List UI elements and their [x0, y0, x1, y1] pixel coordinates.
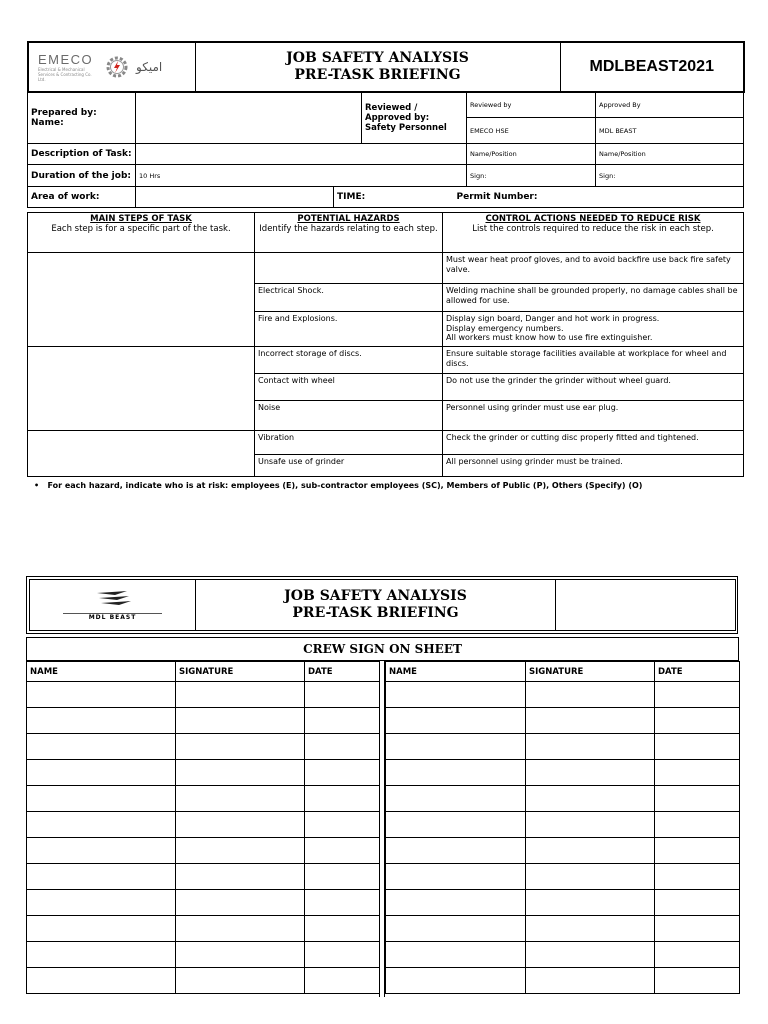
date-cell[interactable]	[655, 812, 740, 838]
document-number: MDLBEAST2021	[560, 42, 744, 92]
duration-label: Duration of the job:	[28, 165, 136, 187]
name-column-header: NAME	[386, 662, 526, 682]
name-cell[interactable]	[386, 786, 526, 812]
hazard-cell: Electrical Shock.	[255, 284, 443, 312]
signature-cell[interactable]	[176, 760, 305, 786]
name-cell[interactable]	[386, 916, 526, 942]
control-cell: All personnel using grinder must be trained.	[443, 455, 744, 477]
crew-sign-table-left	[26, 661, 380, 994]
bullet-icon: •	[34, 481, 40, 490]
signature-cell[interactable]	[526, 682, 655, 708]
controls-column-header	[443, 213, 744, 253]
logo-subtitle: Electrical & Mechanical Services & Contracting Co. Ltd.	[38, 67, 92, 82]
name-cell[interactable]	[27, 838, 176, 864]
signature-cell[interactable]	[526, 942, 655, 968]
task-step-cell[interactable]	[28, 253, 255, 347]
signature-column-header: SIGNATURE	[526, 662, 655, 682]
date-cell[interactable]	[305, 864, 380, 890]
hazard-cell: Noise	[255, 401, 443, 431]
date-cell[interactable]	[305, 682, 380, 708]
date-cell[interactable]	[655, 916, 740, 942]
date-cell[interactable]	[655, 968, 740, 994]
date-cell[interactable]	[305, 838, 380, 864]
crew-row	[27, 890, 380, 916]
date-cell[interactable]	[655, 734, 740, 760]
duration-field[interactable]: 10 Hrs	[136, 165, 467, 187]
date-cell[interactable]	[655, 942, 740, 968]
risk-note-text: For each hazard, indicate who is at risk: employees (E), sub-contractor employees (SC), Members of Public (P), Others (Specify) (O)	[47, 481, 643, 490]
crew-row	[27, 942, 380, 968]
reviewed-approved-label: Reviewed / Approved by: Safety Personnel	[362, 92, 467, 144]
date-cell[interactable]	[305, 760, 380, 786]
date-cell[interactable]	[305, 942, 380, 968]
crew-row	[386, 708, 740, 734]
name-cell[interactable]	[27, 786, 176, 812]
crew-row	[27, 838, 380, 864]
name-cell[interactable]	[27, 708, 176, 734]
date-cell[interactable]	[655, 786, 740, 812]
logo-name: EMECO	[38, 52, 94, 67]
date-cell[interactable]	[305, 916, 380, 942]
steps-subtitle: Each step is for a specific part of the task.	[51, 224, 231, 234]
crew-row	[27, 708, 380, 734]
crew-row	[27, 786, 380, 812]
hazard-cell: Fire and Explosions.	[255, 312, 443, 347]
mdlbeast-logo-text: MDL BEAST	[63, 613, 162, 621]
crew-row	[386, 968, 740, 994]
date-cell[interactable]	[655, 838, 740, 864]
time-label: TIME:	[334, 187, 447, 208]
control-cell: Ensure suitable storage facilities available at workplace for wheel and discs.	[443, 347, 744, 374]
task-step-cell[interactable]	[28, 347, 255, 431]
name-cell[interactable]	[386, 734, 526, 760]
name-cell[interactable]	[386, 864, 526, 890]
name-cell[interactable]	[27, 760, 176, 786]
steps-column-header	[28, 213, 255, 253]
crew-form-title-line1: JOB SAFETY ANALYSIS	[284, 588, 467, 604]
job-info-table	[27, 91, 744, 208]
name-position-2[interactable]: Name/Position	[596, 144, 744, 165]
date-column-header: DATE	[305, 662, 380, 682]
crew-form-title-line2: PRE-TASK BRIEFING	[292, 605, 459, 621]
signature-cell[interactable]	[176, 812, 305, 838]
signature-cell[interactable]	[176, 916, 305, 942]
name-cell[interactable]	[386, 682, 526, 708]
date-cell[interactable]	[305, 890, 380, 916]
name-cell[interactable]	[386, 890, 526, 916]
logo-arabic-text: اميكو	[136, 60, 163, 74]
crew-row	[27, 864, 380, 890]
crew-row	[386, 890, 740, 916]
name-cell[interactable]	[27, 812, 176, 838]
crew-row	[386, 838, 740, 864]
name-cell[interactable]	[27, 916, 176, 942]
control-cell: Must wear heat proof gloves, and to avoid backfire use back fire safety valve.	[443, 253, 744, 284]
risk-note	[34, 481, 754, 490]
control-cell: Display sign board, Danger and hot work in progress. Display emergency numbers. All workers must know how to use fire extinguisher.	[443, 312, 744, 347]
date-cell[interactable]	[655, 682, 740, 708]
date-cell[interactable]	[305, 734, 380, 760]
name-cell[interactable]	[27, 864, 176, 890]
signature-cell[interactable]	[176, 734, 305, 760]
crew-row	[386, 812, 740, 838]
sign-2[interactable]: Sign:	[596, 165, 744, 187]
crew-row	[27, 812, 380, 838]
signature-cell[interactable]	[176, 942, 305, 968]
signature-cell[interactable]	[176, 708, 305, 734]
reviewed-by-value: EMECO HSE	[467, 118, 596, 144]
hazard-cell: Unsafe use of grinder	[255, 455, 443, 477]
signature-cell[interactable]	[176, 968, 305, 994]
controls-subtitle: List the controls required to reduce the risk in each step.	[472, 224, 714, 234]
date-cell[interactable]	[655, 890, 740, 916]
hazards-column-header	[255, 213, 443, 253]
signature-cell[interactable]	[526, 812, 655, 838]
approved-by-value: MDL BEAST	[596, 118, 744, 144]
emeco-logo	[28, 42, 195, 92]
date-cell[interactable]	[305, 812, 380, 838]
permit-number-label: Permit Number:	[447, 187, 744, 208]
crew-row	[27, 968, 380, 994]
form-title	[195, 42, 560, 92]
crew-doc-number-cell	[556, 580, 736, 631]
crew-row	[386, 916, 740, 942]
signature-column-header: SIGNATURE	[176, 662, 305, 682]
mdlbeast-logo	[30, 580, 196, 631]
crew-row	[386, 864, 740, 890]
hazards-subtitle: Identify the hazards relating to each step.	[259, 224, 438, 234]
prepared-by-label: Prepared by: Name:	[28, 92, 136, 144]
crew-row	[27, 916, 380, 942]
control-cell: Welding machine shall be grounded properly, no damage cables shall be allowed for use.	[443, 284, 744, 312]
area-of-work-field[interactable]	[136, 187, 334, 208]
name-cell[interactable]	[386, 942, 526, 968]
control-cell: Check the grinder or cutting disc properly fitted and tightened.	[443, 431, 744, 455]
crew-header	[29, 579, 736, 631]
mdlbeast-wings-icon	[93, 589, 133, 609]
description-label: Description of Task:	[28, 144, 136, 165]
name-cell[interactable]	[386, 812, 526, 838]
steps-title: MAIN STEPS OF TASK	[90, 214, 192, 224]
name-cell[interactable]	[386, 760, 526, 786]
signature-cell[interactable]	[176, 786, 305, 812]
crew-row	[386, 682, 740, 708]
hazard-table	[27, 212, 744, 477]
crew-form-title	[196, 580, 556, 631]
signature-cell[interactable]	[176, 890, 305, 916]
date-cell[interactable]	[655, 864, 740, 890]
name-column-header: NAME	[27, 662, 176, 682]
name-cell[interactable]	[27, 968, 176, 994]
form-title-line1: JOB SAFETY ANALYSIS	[286, 50, 469, 66]
date-column-header: DATE	[655, 662, 740, 682]
crew-row	[27, 682, 380, 708]
prepared-by-field[interactable]	[136, 92, 362, 144]
name-cell[interactable]	[27, 682, 176, 708]
hazard-cell	[255, 253, 443, 284]
signature-cell[interactable]	[526, 786, 655, 812]
crew-row	[27, 734, 380, 760]
approved-by-label: Approved By	[596, 92, 744, 118]
name-cell[interactable]	[27, 890, 176, 916]
name-cell[interactable]	[386, 708, 526, 734]
jsa-header	[27, 41, 745, 93]
name-cell[interactable]	[386, 968, 526, 994]
hazard-cell: Vibration	[255, 431, 443, 455]
signature-cell[interactable]	[176, 838, 305, 864]
crew-sign-table-right	[385, 661, 740, 994]
date-cell[interactable]	[655, 760, 740, 786]
signature-cell[interactable]	[526, 890, 655, 916]
date-cell[interactable]	[305, 968, 380, 994]
signature-cell[interactable]	[526, 838, 655, 864]
signature-cell[interactable]	[176, 682, 305, 708]
crew-row	[386, 942, 740, 968]
crew-row	[386, 734, 740, 760]
date-cell[interactable]	[305, 786, 380, 812]
signature-cell[interactable]	[526, 916, 655, 942]
crew-row	[27, 760, 380, 786]
date-cell[interactable]	[655, 708, 740, 734]
reviewed-by-label: Reviewed by	[467, 92, 596, 118]
description-field[interactable]	[136, 144, 467, 165]
date-cell[interactable]	[305, 708, 380, 734]
signature-cell[interactable]	[526, 864, 655, 890]
crew-row	[386, 786, 740, 812]
hazard-cell: Contact with wheel	[255, 374, 443, 401]
crew-sheet-title: CREW SIGN ON SHEET	[303, 642, 462, 656]
hazard-cell: Incorrect storage of discs.	[255, 347, 443, 374]
controls-title: CONTROL ACTIONS NEEDED TO REDUCE RISK	[485, 214, 701, 224]
name-cell[interactable]	[27, 942, 176, 968]
hazards-title: POTENTIAL HAZARDS	[297, 214, 400, 224]
signature-cell[interactable]	[526, 708, 655, 734]
control-cell: Personnel using grinder must use ear plug.	[443, 401, 744, 431]
signature-cell[interactable]	[526, 734, 655, 760]
control-cell: Do not use the grinder the grinder without wheel guard.	[443, 374, 744, 401]
signature-cell[interactable]	[526, 760, 655, 786]
sign-1[interactable]: Sign:	[467, 165, 596, 187]
signature-cell[interactable]	[176, 864, 305, 890]
name-cell[interactable]	[27, 734, 176, 760]
task-step-cell[interactable]	[28, 431, 255, 477]
gear-lightning-icon	[104, 54, 130, 80]
name-position-1[interactable]: Name/Position	[467, 144, 596, 165]
crew-row	[386, 760, 740, 786]
area-of-work-label: Area of work:	[28, 187, 136, 208]
form-title-line2: PRE-TASK BRIEFING	[294, 67, 461, 83]
name-cell[interactable]	[386, 838, 526, 864]
crew-sheet-title-box	[26, 637, 739, 661]
signature-cell[interactable]	[526, 968, 655, 994]
